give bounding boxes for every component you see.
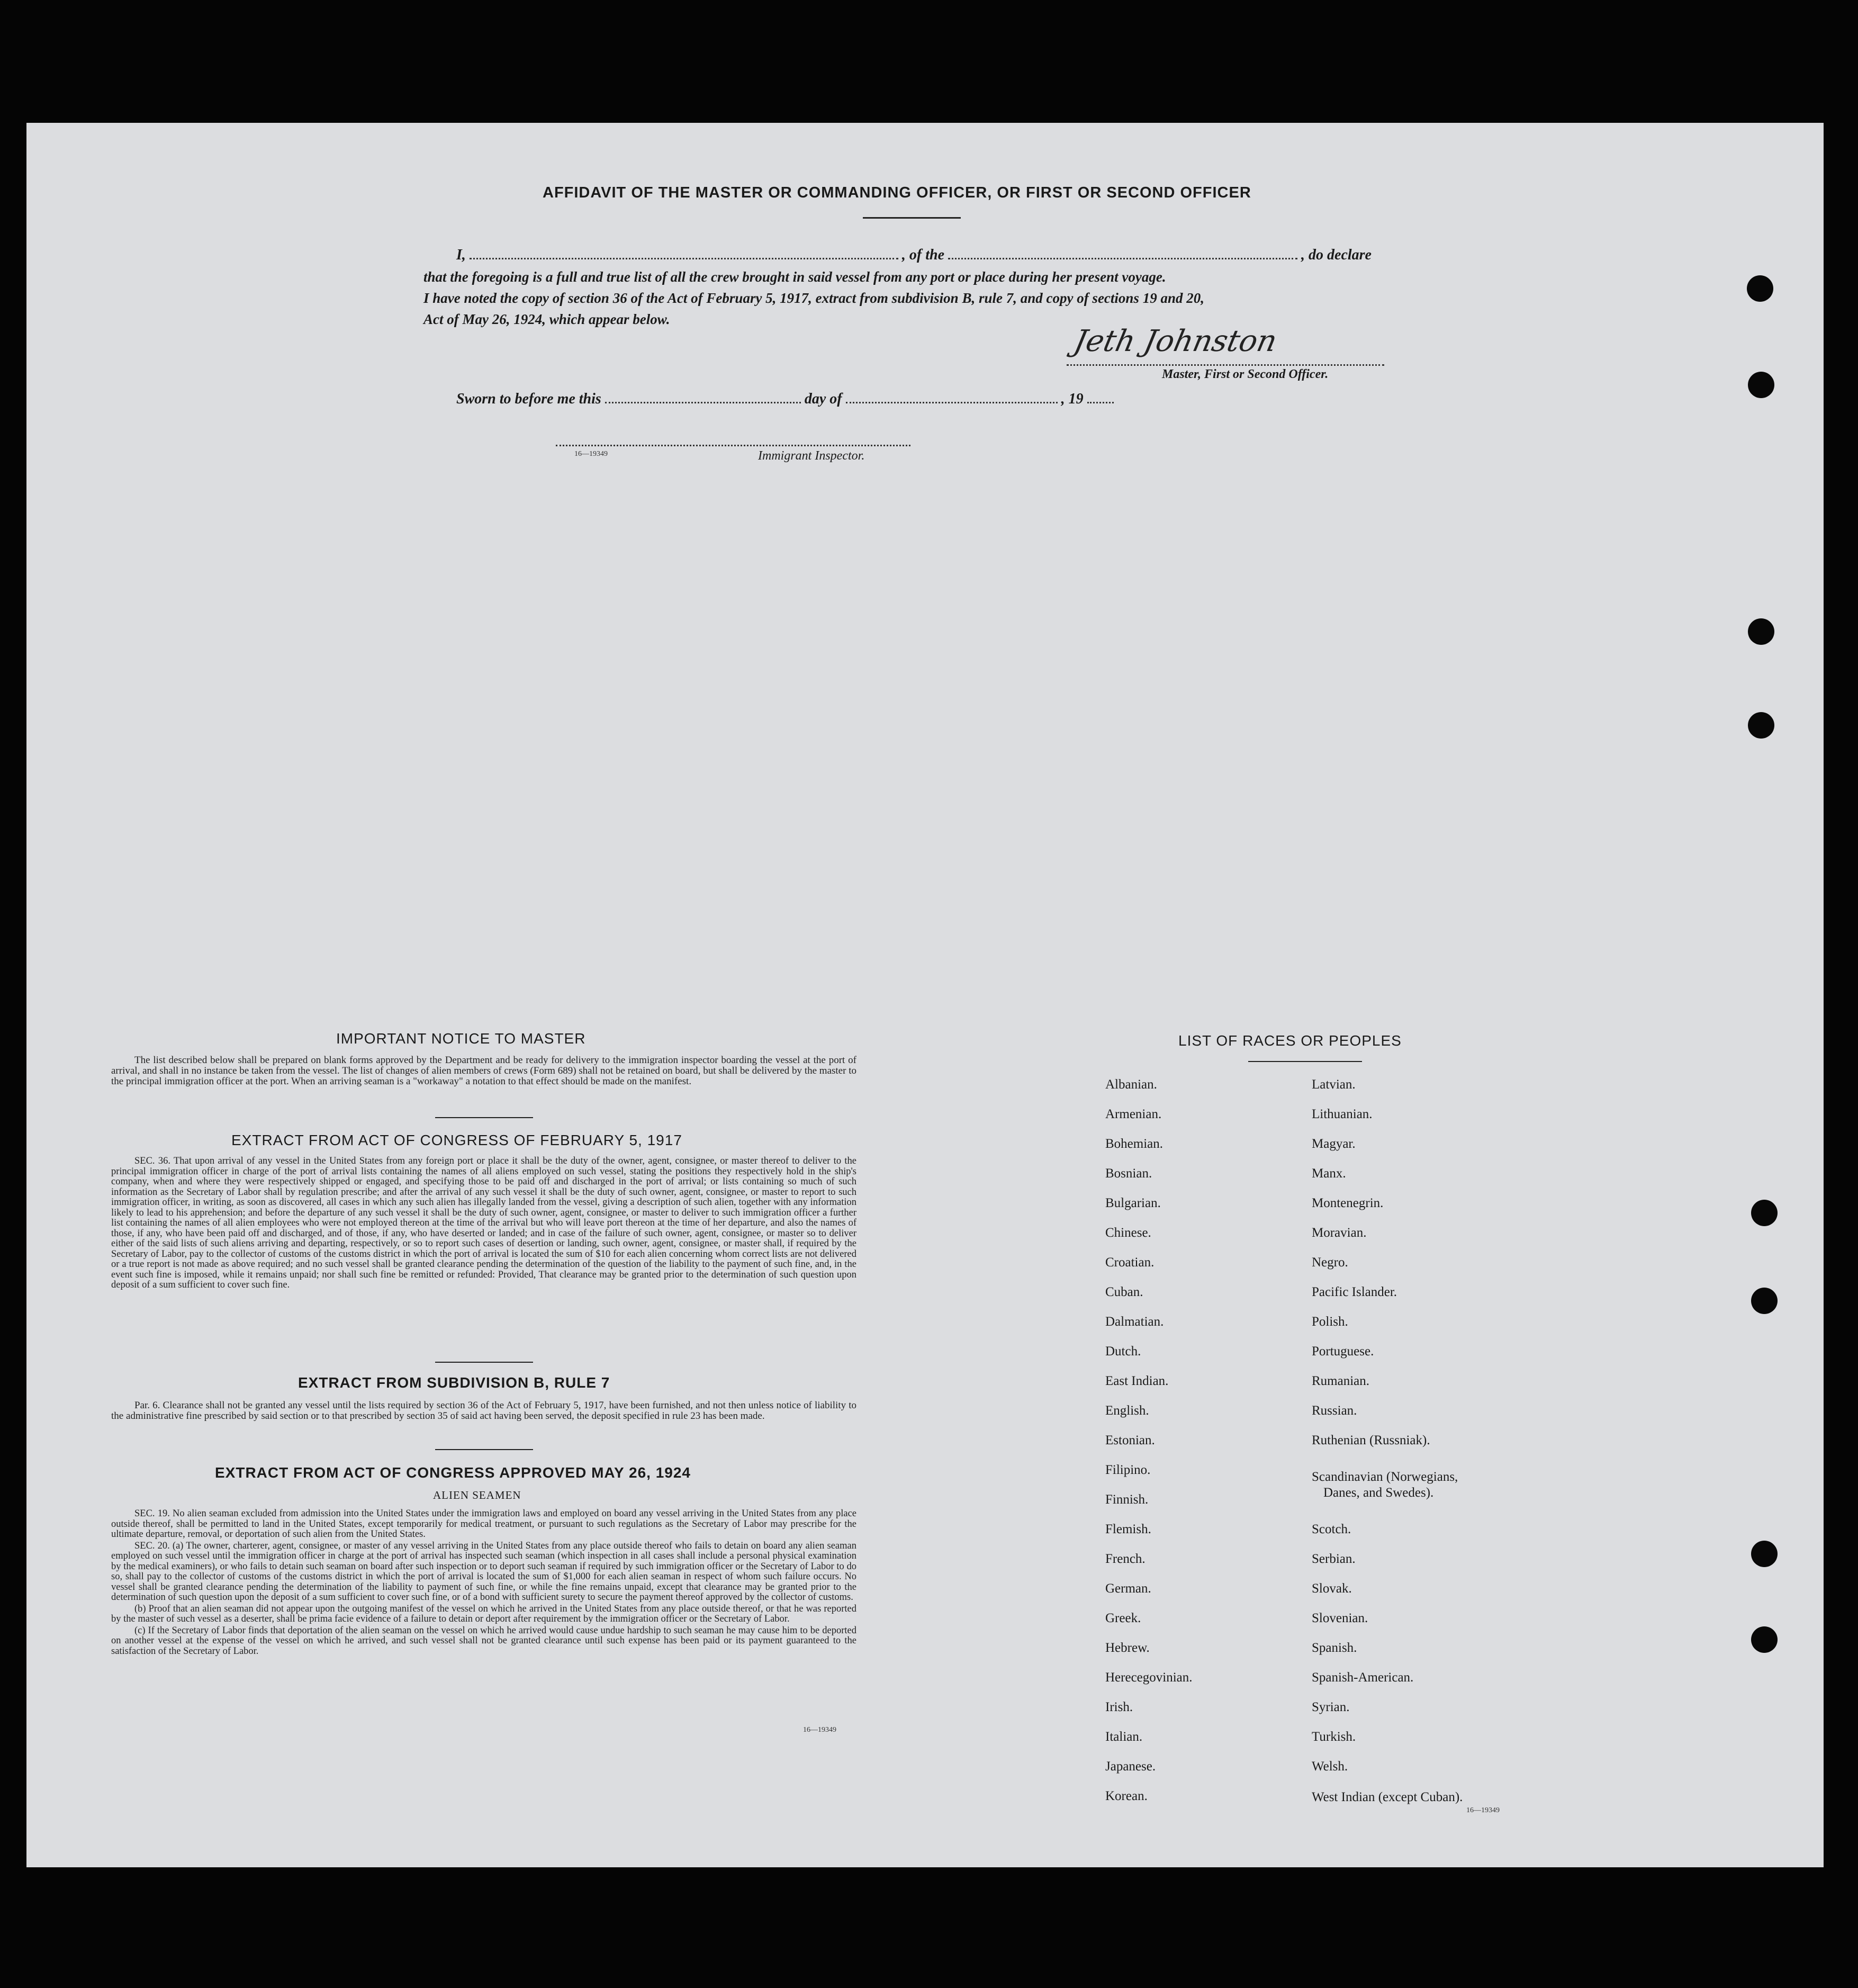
race-item: Slovak. [1312, 1581, 1352, 1596]
do-declare-label: , do declare [1301, 247, 1372, 263]
race-item: Bosnian. [1105, 1166, 1152, 1181]
vessel-field[interactable] [948, 258, 1297, 259]
race-item: Bulgarian. [1105, 1196, 1161, 1210]
punch-hole [1751, 1288, 1778, 1314]
race-item: French. [1105, 1552, 1146, 1566]
notice-paragraph: The list described below shall be prepared on blank forms approved by the Department and be ready for delivery to the immigration inspector boarding the vessel at the port of arrival, and shall in no instance be taken from the vessel. The list of changes of alien members of crews (Form 689) shall not be retained on board, but shall be delivered by the master to the principal immigration officer at the port. When an arriving seaman is a "workaway" a notation to that effect should be made on the manifest. [111, 1055, 856, 1087]
declaration-line [456, 247, 1372, 264]
race-item: Finnish. [1105, 1492, 1149, 1507]
race-item: Scandinavian (Norwegians, [1312, 1470, 1458, 1484]
race-item: Latvian. [1312, 1077, 1356, 1092]
inspector-line [556, 445, 910, 446]
sworn-line [456, 391, 1114, 408]
name-field[interactable] [470, 258, 898, 259]
race-item: Bohemian. [1105, 1137, 1163, 1151]
sworn-month-field[interactable] [846, 402, 1058, 403]
section-divider [435, 1117, 533, 1118]
punch-hole [1748, 372, 1774, 398]
section-36-paragraph: SEC. 36. That upon arrival of any vessel in the United States from any foreign port or place it shall be the duty of the owner, agent, consignee, or master thereof to deliver to the principal immigration officer in charge of the port of arrival lists containing the names of all aliens employed on such vessel, stating the positions they respectively hold in the ship's company, when and where they were respectively shipped or engaged, and specifying those to be paid off and discharged in the port of arrival; or lists containing so much of such information as the Secretary of Labor shall by regulation prescribe; and after the arrival of any such vessel it shall be the duty of such owner, agent, consignee, or master to report to such immigration officer, in writing, as soon as discovered, all cases in which any such alien has illegally landed from the vessel, giving a description of such alien, together with any information likely to lead to his apprehension; and before the departure of any such vessel it shall be the duty of such owner, agent, consignee, or master to deliver to such immigration officer a further list containing the names of all alien employees who were not employed thereon at the time of the arrival but who will leave port thereon at the time of her departure, and also the names of those, if any, who have been paid off and discharged, and of those, if any, who have deserted or landed; and in case of the failure of such owner, agent, consignee, or master so to deliver either of the said lists of such aliens arriving and departing, respectively, or so to report such cases of desertion or landing, such owner, agent, consignee, or master shall, if required by the Secretary of Labor, pay to the collector of customs of the customs district in which the port of arrival is located the sum of $10 for each alien concerning whom correct lists are not delivered or a true report is not made as above required; and no such vessel shall be granted clearance pending the determination of the question of the liability to the payment of such fine, and, in the event such fine is imposed, while it remains unpaid; nor shall such fine be remitted or refunded: Provided, That clearance may be granted prior to the determination of such question upon deposit of a sum sufficient to cover such fine. [111, 1156, 856, 1290]
race-item: Polish. [1312, 1315, 1348, 1329]
signature-line [1067, 364, 1384, 366]
signature: Jeth Johnston [1071, 324, 1280, 358]
form-number: 16—19349 [1466, 1806, 1500, 1814]
race-item: Cuban. [1105, 1285, 1143, 1299]
race-item: Danes, and Swedes). [1323, 1486, 1434, 1500]
declaration-text-1: that the foregoing is a full and true list of all the crew brought in said vessel from any port or place during her present voyage. [423, 269, 1166, 285]
races-divider [1248, 1061, 1362, 1062]
notice-text [111, 1055, 856, 1088]
race-item: German. [1105, 1581, 1151, 1596]
par-6-paragraph: Par. 6. Clearance shall not be granted any vessel until the lists required by section 36 of the Act of February 5, 1917, have been furnished, and not then unless notice of liability to the administrative fine prescribed by said section or to that prescribed by section 35 of said act having been served, the deposit specified in rule 23 has been made. [111, 1400, 856, 1422]
race-item: Dutch. [1105, 1344, 1141, 1359]
of-the-label: , of the [901, 247, 945, 263]
signature-caption: Master, First or Second Officer. [1162, 367, 1329, 381]
race-item: Korean. [1105, 1789, 1148, 1803]
sworn-day-field[interactable] [605, 402, 801, 403]
race-item: Moravian. [1312, 1226, 1367, 1240]
day-of-label: day of [804, 391, 842, 407]
race-item: Hebrew. [1105, 1641, 1150, 1655]
race-item: Ruthenian (Russniak). [1312, 1433, 1430, 1447]
sec-20b-paragraph: (b) Proof that an alien seaman did not appear upon the outgoing manifest of the vessel on which he arrived in the United States from any place outside thereof, or that he was reported by the master of such vessel as a deserter, shall be prima facie evidence of a failure to detain or deport after requirement by the immigration officer or the Secretary of Labor. [111, 1603, 856, 1624]
section-divider [435, 1362, 533, 1363]
punch-hole [1748, 712, 1774, 739]
race-item: Lithuanian. [1312, 1107, 1373, 1121]
sec-19-paragraph: SEC. 19. No alien seaman excluded from admission into the United States under the immigration laws and employed on board any vessel arriving in the United States from any place outside thereof, shall be permitted to land in the United States, except temporarily for medical treatment, or pursuant to such regulations as the Secretary of Labor may prescribe for the ultimate departure, removal, or deportation of such alien from the United States. [111, 1508, 856, 1540]
races-title: LIST OF RACES OR PEOPLES [1178, 1032, 1402, 1049]
race-item: West Indian (except Cuban). [1312, 1790, 1463, 1804]
extract-1924-title: EXTRACT FROM ACT OF CONGRESS APPROVED MAY 26, 1924 [215, 1464, 691, 1481]
title-divider [863, 217, 961, 219]
section-divider [435, 1449, 533, 1450]
race-item: Flemish. [1105, 1522, 1151, 1536]
i-label: I, [456, 247, 466, 263]
race-item: Spanish. [1312, 1641, 1357, 1655]
race-item: Pacific Islander. [1312, 1285, 1397, 1299]
race-item: Welsh. [1312, 1759, 1348, 1774]
affidavit-title: AFFIDAVIT OF THE MASTER OR COMMANDING OFFICER, OR FIRST OR SECOND OFFICER [543, 184, 1251, 201]
alien-seamen-subtitle: ALIEN SEAMEN [433, 1489, 521, 1501]
notice-title: IMPORTANT NOTICE TO MASTER [336, 1030, 586, 1047]
punch-hole [1748, 618, 1774, 645]
race-item: Portuguese. [1312, 1344, 1374, 1359]
extract-1917-title: EXTRACT FROM ACT OF CONGRESS OF FEBRUARY 5, 1917 [231, 1132, 682, 1148]
sworn-year-field[interactable] [1087, 402, 1114, 403]
subdivision-b-text [111, 1400, 856, 1423]
subdivision-b-title: EXTRACT FROM SUBDIVISION B, RULE 7 [298, 1374, 610, 1391]
race-item: Japanese. [1105, 1759, 1156, 1774]
punch-hole [1751, 1626, 1778, 1653]
year-label: , 19 [1061, 391, 1084, 407]
race-item: Spanish-American. [1312, 1670, 1414, 1685]
extract-1917-text [111, 1156, 856, 1292]
declaration-text-3: Act of May 26, 1924, which appear below. [423, 311, 670, 327]
race-item: Irish. [1105, 1700, 1133, 1714]
race-item: Greek. [1105, 1611, 1141, 1625]
race-item: Albanian. [1105, 1077, 1157, 1092]
declaration-text-2: I have noted the copy of section 36 of the Act of February 5, 1917, extract from subdivision B, rule 7, and copy of sections 19 and 20, [423, 290, 1204, 306]
race-item: Serbian. [1312, 1552, 1356, 1566]
race-item: East Indian. [1105, 1374, 1169, 1388]
sec-20c-paragraph: (c) If the Secretary of Labor finds that deportation of the alien seaman on the vessel on which he arrived would cause undue hardship to such seaman he may cause him to be deported on another vessel at the expense of the vessel on which he arrived, and such vessel shall not be granted clearance until such expense has been paid or its payment guaranteed to the satisfaction of the Secretary of Labor. [111, 1625, 856, 1657]
form-number: 16—19349 [803, 1726, 836, 1734]
race-item: Filipino. [1105, 1463, 1151, 1477]
race-item: Croatian. [1105, 1255, 1155, 1270]
race-item: Russian. [1312, 1404, 1357, 1418]
race-item: Scotch. [1312, 1522, 1351, 1536]
punch-hole [1751, 1541, 1778, 1567]
race-item: Estonian. [1105, 1433, 1155, 1447]
sworn-label: Sworn to before me this [456, 391, 601, 407]
race-item: Manx. [1312, 1166, 1346, 1181]
punch-hole [1747, 275, 1773, 302]
race-item: Syrian. [1312, 1700, 1350, 1714]
race-item: Magyar. [1312, 1137, 1356, 1151]
race-item: Rumanian. [1312, 1374, 1370, 1388]
race-item: Turkish. [1312, 1730, 1356, 1744]
punch-hole [1751, 1200, 1778, 1226]
race-item: English. [1105, 1404, 1149, 1418]
race-item: Slovenian. [1312, 1611, 1368, 1625]
form-number: 16—19349 [574, 450, 608, 458]
race-item: Chinese. [1105, 1226, 1151, 1240]
race-item: Dalmatian. [1105, 1315, 1164, 1329]
inspector-label: Immigrant Inspector. [758, 449, 865, 463]
race-item: Herecegovinian. [1105, 1670, 1193, 1685]
extract-1924-text [111, 1509, 856, 1658]
race-item: Negro. [1312, 1255, 1348, 1270]
race-item: Montenegrin. [1312, 1196, 1384, 1210]
race-item: Italian. [1105, 1730, 1143, 1744]
sec-20a-paragraph: SEC. 20. (a) The owner, charterer, agent, consignee, or master of any vessel arriving in the United States from any place outside thereof who fails to detain on board any alien seaman employed on such vessel until the immigration officer in charge at the port of arrival has inspected such seaman (which inspection in all cases shall include a personal physical examination by the medical examiners), or who fails to detain such seaman on board after such inspection or to deport such seaman if required by such immigration officer or the Secretary of Labor to do so, shall pay to the collector of customs of the customs district in which the port of arrival is located the sum of $1,000 for each alien seaman in respect of whom such failure occurs. No vessel shall be granted clearance pending the determination of the liability to payment of such fine, or while the fine remains unpaid, except that clearance may be granted prior to the determination of such question upon the deposit of a sum sufficient to cover such fine, or of a bond with sufficient surety to secure the payment thereof approved by the collector of customs. [111, 1540, 856, 1603]
race-item: Armenian. [1105, 1107, 1162, 1121]
